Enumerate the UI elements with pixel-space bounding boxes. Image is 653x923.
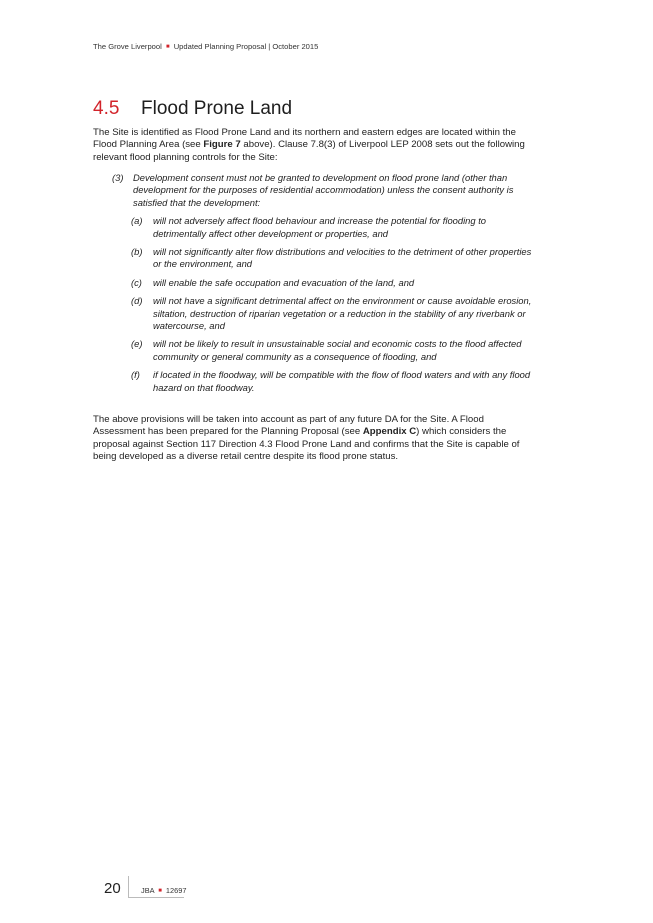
figure-reference: Figure 7 <box>203 139 241 151</box>
clause-item-text: will not have a significant detrimental affect on the environment or cause avoidable erosion, siltation, destruction of riparian vegetation or a reduction in the stability of any riverbank or watercourse, and <box>153 295 532 332</box>
footer-divider <box>128 876 129 898</box>
clause-item-text: if located in the floodway, will be compatible with the flow of flood waters and with any flood hazard on that floodway. <box>153 369 531 393</box>
clause-item <box>131 276 533 289</box>
section-number: 4.5 <box>93 98 120 119</box>
page-number: 20 <box>104 880 121 897</box>
header-separator-icon: ■ <box>165 44 170 50</box>
clause-item-label: (f) <box>131 369 140 381</box>
clause-item <box>131 215 533 240</box>
intro-text-2: above). Clause 7.8(3) of Liverpool LEP 2008 sets out the following relevant flood planning controls for the Site: <box>93 139 525 163</box>
clause-item-label: (e) <box>131 338 143 350</box>
clause-item-label: (c) <box>131 276 142 288</box>
clause-item-label: (d) <box>131 295 143 307</box>
header-document: Updated Planning Proposal | October 2015 <box>173 42 319 51</box>
clause-item-text: will not be likely to result in unsustainable social and economic costs to the flood affected community or general community as a consequence of flooding, and <box>153 338 522 362</box>
clause-3 <box>112 172 533 209</box>
section-heading <box>93 98 292 120</box>
clause-item-text: will not adversely affect flood behaviour and increase the potential for flooding to detrimentally affect other development or properties, and <box>153 215 487 239</box>
footer-job-number: 12697 <box>165 886 187 895</box>
intro-text-1: The Site is identified as Flood Prone Land and its northern and eastern edges are located within the Flood Planning Area (see <box>93 127 516 151</box>
clause-text: Development consent must not be granted to development on flood prone land (other than development for the purposes of residential accommodation) unless the consent authority is satisfied that the development: <box>133 172 514 208</box>
clause-item-text: will enable the safe occupation and evacuation of the land, and <box>153 276 415 288</box>
footer-reference <box>141 886 186 895</box>
footer-baseline <box>128 897 184 898</box>
clause-item-label: (b) <box>131 246 143 258</box>
conclusion-paragraph <box>93 414 533 464</box>
footer-separator-icon: ■ <box>158 888 162 894</box>
conclusion-text-2: ) which considers the proposal against Section 117 Direction 4.3 Flood Prone Land and confirms that the Site is capable of being developed as a diverse retail centre despite its flood prone status. <box>93 426 520 463</box>
footer-org: JBA <box>141 886 155 895</box>
section-title: Flood Prone Land <box>141 98 293 119</box>
appendix-reference: Appendix C <box>362 426 417 438</box>
clause-item <box>131 246 533 271</box>
clause-item <box>131 295 533 332</box>
conclusion-text-1: The above provisions will be taken into account as part of any future DA for the Site. A Flood Assessment has been prepared for the Planning Proposal (see <box>93 414 484 438</box>
lep-clause-quote <box>93 172 533 400</box>
intro-paragraph <box>93 127 533 164</box>
clause-item-text: will not significantly alter flow distributions and velocities to the detriment of other properties or the environment, and <box>153 246 532 270</box>
header-project: The Grove Liverpool <box>93 42 162 51</box>
clause-item <box>131 338 533 363</box>
running-header <box>93 42 318 51</box>
clause-label: (3) <box>112 172 124 183</box>
clause-item-label: (a) <box>131 215 143 227</box>
clause-item <box>131 369 533 394</box>
